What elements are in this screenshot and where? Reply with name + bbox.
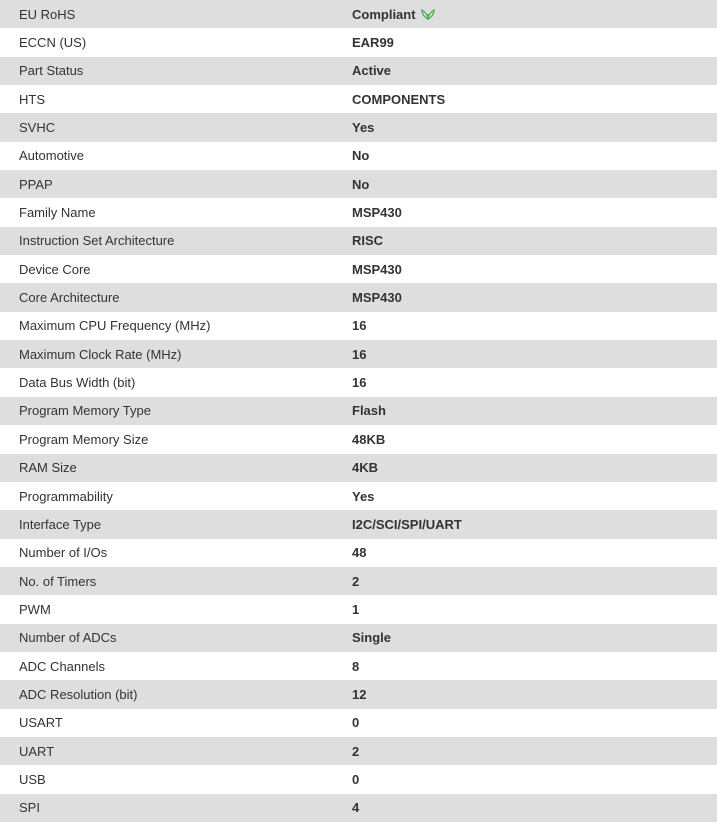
spec-name: SPI — [19, 800, 40, 816]
spec-row — [0, 765, 717, 793]
spec-name: Part Status — [19, 63, 84, 79]
spec-value: Active — [352, 63, 392, 79]
spec-name: No. of Timers — [19, 573, 97, 589]
spec-row — [0, 85, 717, 113]
spec-name: Core Architecture — [19, 290, 120, 306]
spec-value: MSP430 — [352, 290, 402, 306]
spec-row — [0, 283, 717, 311]
spec-row — [0, 425, 717, 453]
spec-row — [0, 340, 717, 368]
spec-name: Number of I/Os — [19, 545, 108, 561]
spec-row — [0, 510, 717, 538]
spec-value: I2C/SCI/SPI/UART — [352, 516, 462, 532]
spec-row — [0, 28, 717, 56]
spec-name: EU RoHS — [19, 6, 76, 22]
spec-name: RAM Size — [19, 460, 77, 476]
spec-value: 2 — [352, 573, 360, 589]
spec-name: PWM — [19, 601, 51, 617]
spec-row — [0, 454, 717, 482]
spec-value: 16 — [352, 318, 367, 334]
spec-value: Compliant — [352, 6, 416, 22]
spec-value: RISC — [352, 233, 384, 249]
spec-name: ECCN (US) — [19, 35, 87, 51]
spec-name: Program Memory Size — [19, 431, 149, 447]
spec-row — [0, 709, 717, 737]
spec-value: 0 — [352, 715, 360, 731]
spec-name: SVHC — [19, 120, 56, 136]
spec-name: USART — [19, 715, 63, 731]
spec-value: No — [352, 148, 370, 164]
spec-name: Program Memory Type — [19, 403, 151, 419]
spec-row — [0, 57, 717, 85]
spec-name: Instruction Set Architecture — [19, 233, 175, 249]
spec-row — [0, 680, 717, 708]
spec-name: Interface Type — [19, 516, 102, 532]
spec-row — [0, 595, 717, 623]
spec-name: UART — [19, 743, 55, 759]
spec-value: Yes — [352, 488, 375, 504]
spec-row — [0, 652, 717, 680]
spec-row — [0, 368, 717, 396]
spec-value: 16 — [352, 346, 367, 362]
spec-name: Number of ADCs — [19, 630, 117, 646]
spec-name: Family Name — [19, 205, 96, 221]
spec-row — [0, 312, 717, 340]
spec-row — [0, 737, 717, 765]
spec-name: PPAP — [19, 176, 53, 192]
spec-name: ADC Channels — [19, 658, 105, 674]
spec-value: Flash — [352, 403, 386, 419]
spec-value: 48KB — [352, 431, 386, 447]
spec-value: 48 — [352, 545, 367, 561]
spec-row — [0, 142, 717, 170]
spec-value: 0 — [352, 771, 360, 787]
spec-value: 4KB — [352, 460, 379, 476]
spec-row — [0, 539, 717, 567]
spec-name: USB — [19, 771, 46, 787]
spec-value: MSP430 — [352, 261, 402, 277]
spec-name: Maximum CPU Frequency (MHz) — [19, 318, 211, 334]
spec-row — [0, 482, 717, 510]
spec-name: Maximum Clock Rate (MHz) — [19, 346, 182, 362]
spec-value: 1 — [352, 601, 360, 617]
spec-value: 8 — [352, 658, 360, 674]
spec-value: Single — [352, 630, 392, 646]
spec-row — [0, 397, 717, 425]
spec-name: Device Core — [19, 261, 91, 277]
leaf-icon — [421, 8, 435, 20]
spec-value-wrapper — [352, 7, 717, 22]
spec-row — [0, 567, 717, 595]
spec-name: HTS — [19, 91, 45, 107]
spec-row — [0, 794, 717, 822]
spec-value: No — [352, 176, 370, 192]
spec-value: 4 — [352, 800, 360, 816]
spec-value: Yes — [352, 120, 375, 136]
spec-row-eu-rohs — [0, 0, 717, 28]
spec-row — [0, 624, 717, 652]
spec-value: 12 — [352, 686, 367, 702]
spec-value: MSP430 — [352, 205, 402, 221]
spec-row — [0, 227, 717, 255]
spec-name: Data Bus Width (bit) — [19, 375, 136, 391]
spec-row — [0, 198, 717, 226]
spec-value: COMPONENTS — [352, 91, 446, 107]
spec-name: Automotive — [19, 148, 85, 164]
spec-row — [0, 170, 717, 198]
spec-value: EAR99 — [352, 35, 394, 51]
spec-row — [0, 255, 717, 283]
spec-name: Programmability — [19, 488, 113, 504]
spec-name: ADC Resolution (bit) — [19, 686, 138, 702]
spec-value: 16 — [352, 375, 367, 391]
spec-value: 2 — [352, 743, 360, 759]
spec-row — [0, 113, 717, 141]
